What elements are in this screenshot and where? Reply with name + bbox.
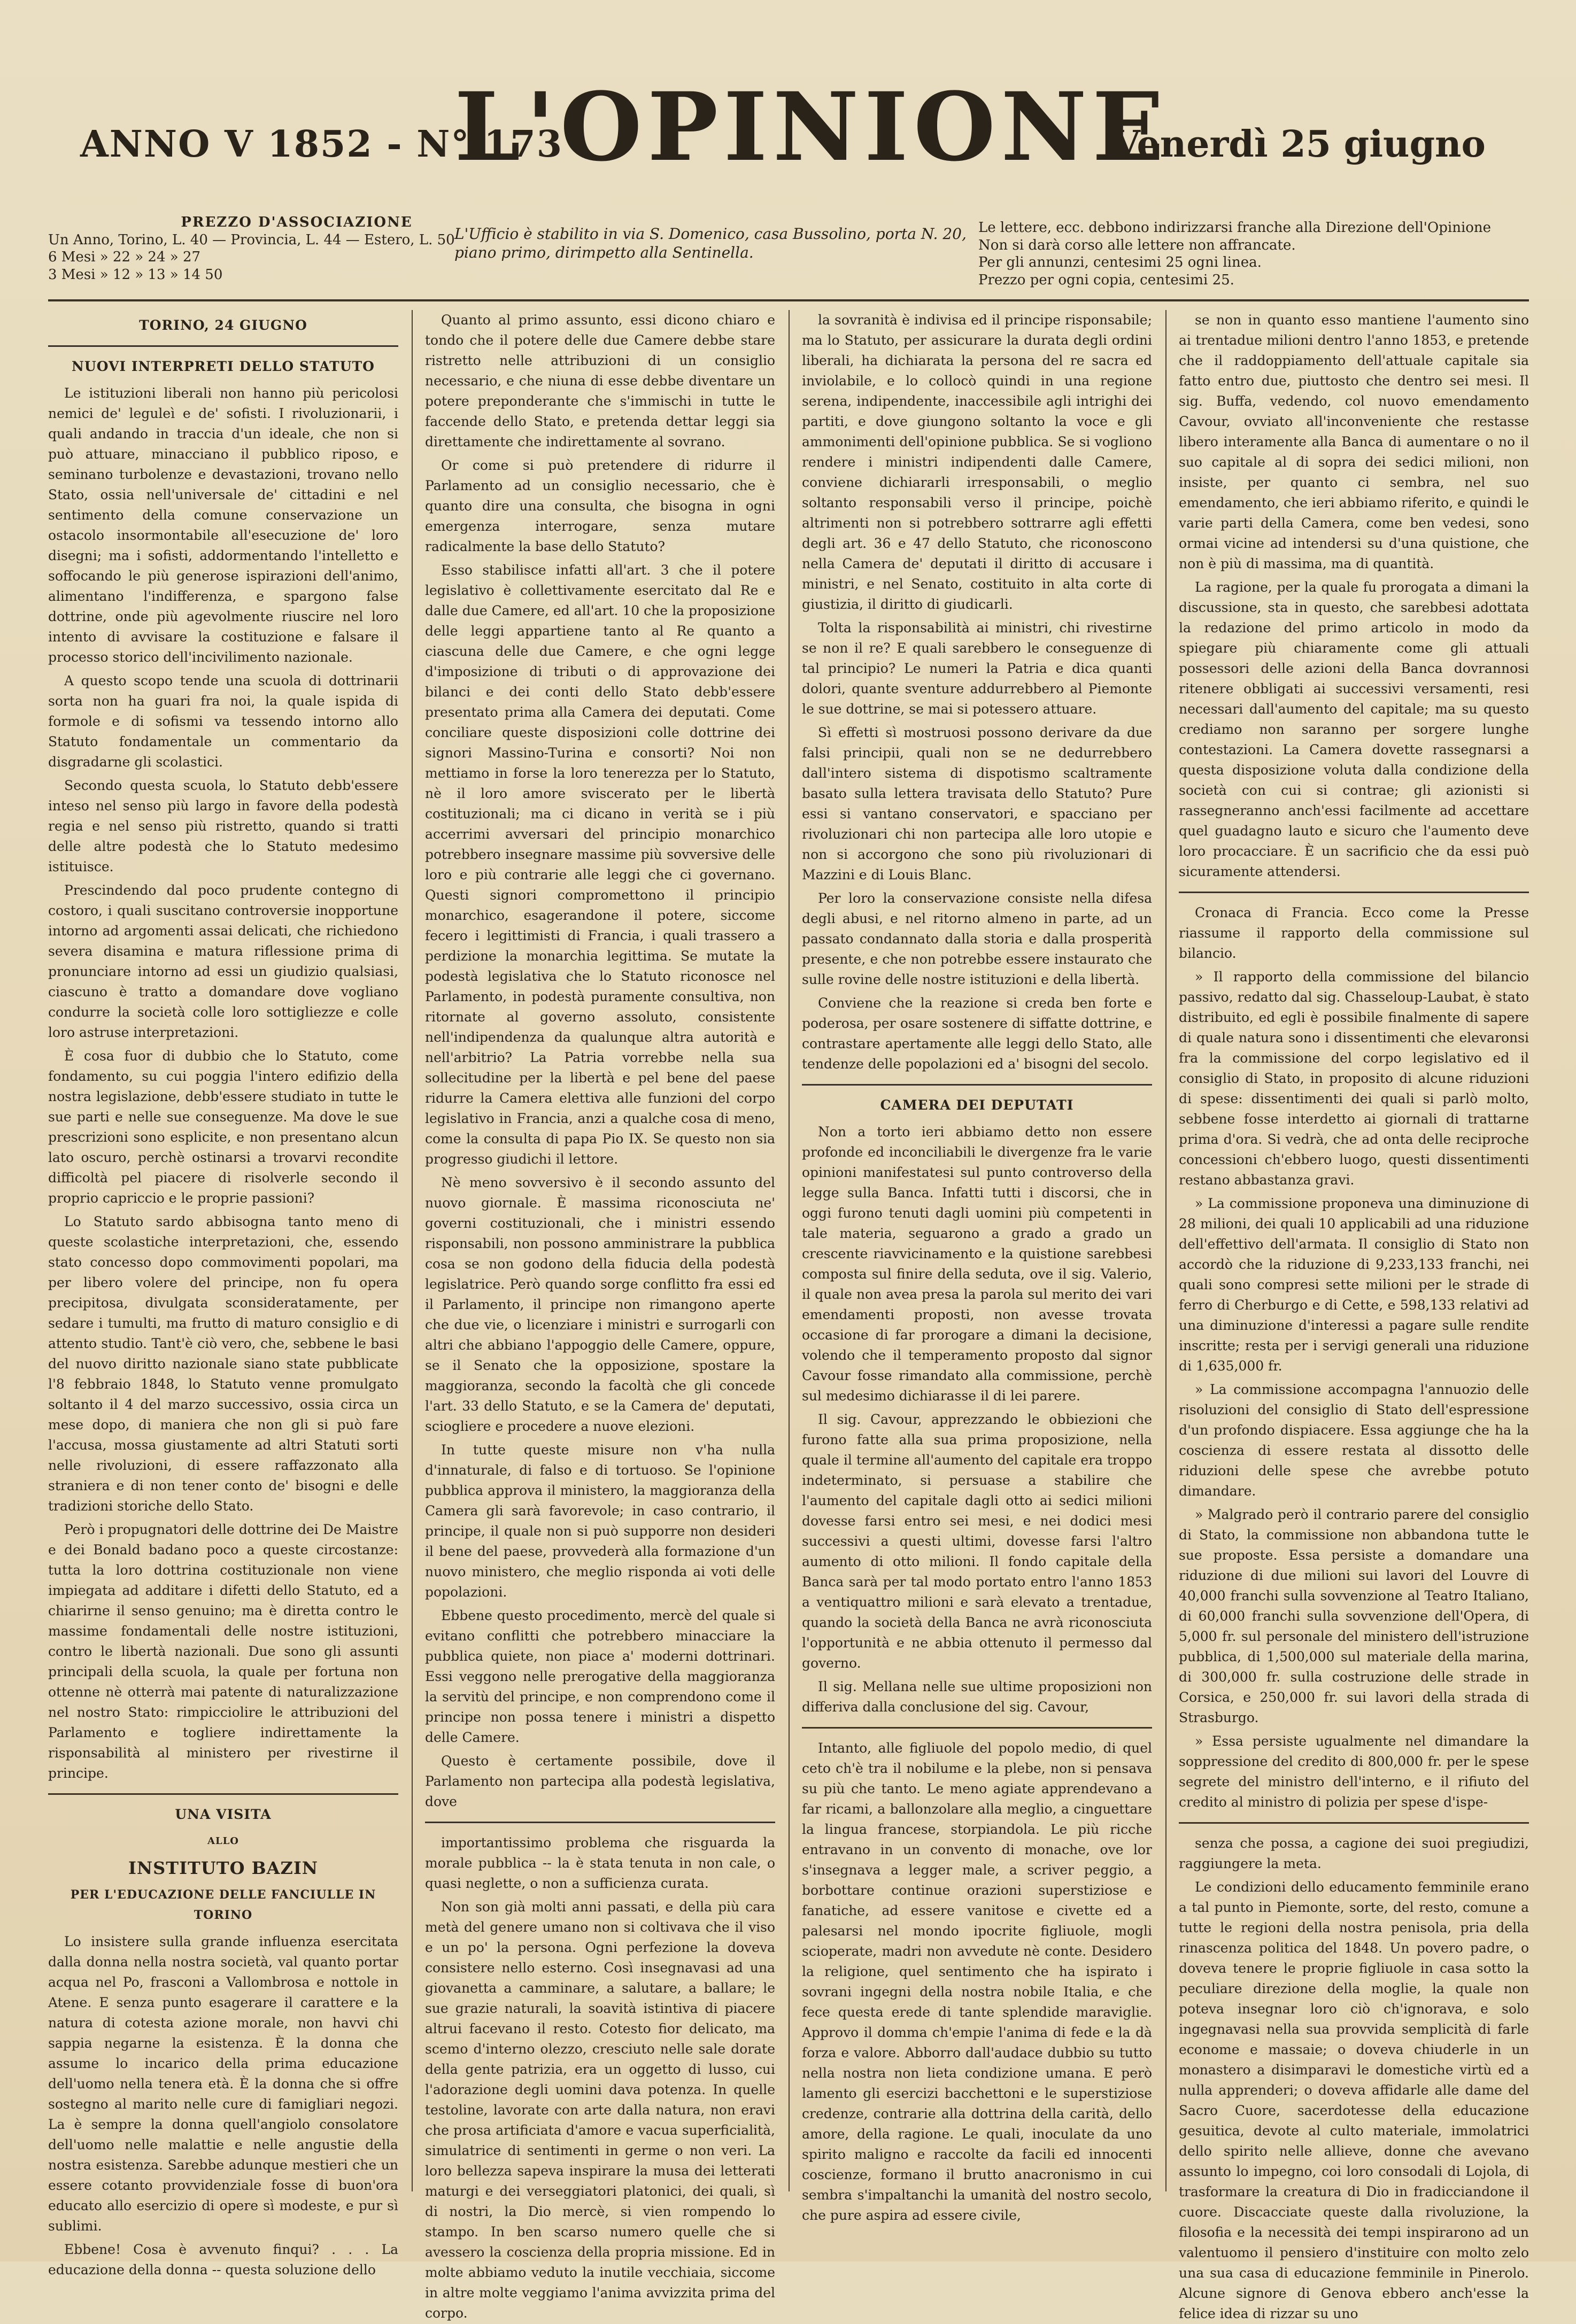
divider <box>425 1822 775 1823</box>
paragraph: Però i propugnatori delle dottrine dei De Maistre e dei Bonald badano poco a queste circostanze: tutta la loro dottrina costituzionale non viene impiegata ad additare i difetti dello Statuto, ed a chiarirne il senso genuino; ma è diretta contro le massime fondamentali delle nostre istituzioni, contro le libertà nazionali. Due sono gli assunti principali della scuola, la quale per fortuna non ottenne nè otterrà mai patente di naturalizzazione nel nostro Stato: rimpicciolire le attribuzioni del Parlamento e togliere indirettamente la risponsabilità al ministero per rivestirne il principe. <box>48 1522 398 1781</box>
subscription-info <box>48 214 1529 294</box>
article-columns <box>48 310 1529 2321</box>
divider <box>1179 1822 1529 1824</box>
feature-title-c: INSTITUTO BAZIN <box>128 1858 319 1878</box>
paragraph: Cronaca di Francia. Ecco come la Presse riassume il rapporto della commissione sul bilancio. <box>1179 905 1529 961</box>
paragraph: Tolta la risponsabilità ai ministri, chi rivestirne se non il re? E quali sarebbero le conseguenze di tal principio? Le numeri la Patria e dica quanti dolori, quante sventure addurrebbero al Piemonte le sue dottrine, se mai si potessero attuare. <box>802 620 1152 717</box>
paragraph: Il sig. Mellana nelle sue ultime proposizioni non differiva dalla conclusione del sig. Cavour, <box>802 1679 1152 1715</box>
paragraph: » Il rapporto della commissione del bilancio passivo, redatto dal sig. Chasseloup-Laubat, è stato distribuito, ed egli è possibile finalmente di sapere di quale natura sono i dissentimenti che elevaronsi fra la commissione del corpo legislativo ed il consiglio di Stato, in proposito di alcune riduzioni di spese: dissentimenti dei quali si parlò molto, sebbene fosse interdetto ai giornali di trattarne prima d'ora. Si vedrà, che ad onta delle reciproche concessioni ch'ebbero luogo, questi dissentimenti restano abbastanza gravi. <box>1179 969 1529 1188</box>
price-row-6m: 6 Mesi » 22 » 24 » 27 <box>48 249 201 265</box>
paragraph: Esso stabilisce infatti all'art. 3 che il potere legislativo è collettivamente esercitato dal Re e dalle due Camere, ed all'art. 10 che la proposizione delle leggi appartiene tanto al Re quanto a ciascuna delle due Camere, e che ogni legge d'imposizione di tributi o di approvazione dei bilanci e dei conti dello Stato debb'essere presentato prima alla Camera dei deputati. Come conciliare queste disposizioni colle dottrine dei signori Massino-Turina e consorti? Noi non mettiamo in forse la loro tenerezza per lo Statuto, nè il loro amore sviscerato per le libertà costituzionali; ma ci dicano in verità se i più accerrimi avversari del principio monarchico potrebbero insegnare massime più sovversive delle loro e più contrarie alle leggi che ci governano. Questi signori compromettono il principio monarchico, esagerandone il potere, siccome fecero i legittimisti di Francia, i quali trassero a perdizione la monarchia legittima. Se mutate la podestà legislativa che lo Statuto riconosce nel Parlamento, in podestà puramente consultiva, non ritornate al governo assoluto, consistente nell'indipendenza da qualunque altra autorità e nell'arbitrio? La Patria vorrebbe nella sua sollecitudine per la libertà e pel bene del paese ridurre la Camera elettiva alle funzioni del corpo legislativo in Francia, anzi a qualche cosa di meno, come la consulta di papa Pio IX. Se questo non sia progresso giudichi il lettore. <box>425 562 775 1167</box>
paragraph: Conviene che la reazione si creda ben forte e poderosa, per osare sostenere di siffatte dottrine, e contrastare apertamente alle leggi dello Stato, alle tendenze delle popolazioni ed a' bisogni del secolo. <box>802 995 1152 1072</box>
paragraph: Lo Statuto sardo abbisogna tanto meno di queste scolastiche interpretazioni, che, essendo stato concesso dopo commovimenti popolari, ma per libero volere del principe, non fu opera precipitosa, divulgata sconsideratamente, per sedare i tumulti, ma frutto di maturo consiglio e di attento studio. Tant'è ciò vero, che, sebbene le basi del nuovo diritto nazionale siano state pubblicate l'8 febbraio 1848, lo Statuto venne promulgato soltanto il 4 del marzo successivo, ossia circa un mese dopo, di maniera che non gli si può fare l'accusa, mossa giustamente ad altri Statuti sorti nelle rivoluzioni, di essere raffazzonato alla straniera e di non tener conto de' bisogni e delle tradizioni storiche dello Stato. <box>48 1214 398 1514</box>
paragraph: Non a torto ieri abbiamo detto non essere profonde ed inconciliabili le divergenze fra le varie opinioni manifestatesi sul punto controverso della legge sulla Banca. Infatti tutti i discorsi, che in oggi furono tenuti dagli uomini più competenti in tale materia, seguarono a grado a grado un crescente riavvicinamento e la quistione sarebbesi composta sul finire della seduta, ove il sig. Valerio, il quale non avea presa la parola sul merito dei vari emendamenti proposti, non avesse trovata occasione di far prorogare a dimani la decisione, volendo che il temperamento proposto dal signor Cavour fosse rimandato alla commissione, perchè sul medesimo dichiarasse il di lei parere. <box>802 1124 1152 1404</box>
paragraph: È cosa fuor di dubbio che lo Statuto, come fondamento, su cui poggia l'intero edifizio della nostra legislazione, debb'essere studiato in tutte le sue parti e nelle sue conseguenze. Ma dove le sue prescrizioni sono esplicite, e non presentano alcun lato oscuro, perchè ostinarsi a trovarvi recondite difficoltà pel piacere di risolverle secondo il proprio capriccio e le proprie passioni? <box>48 1048 398 1206</box>
paragraph: A questo scopo tende una scuola di dottrinarii sorta non ha guari fra noi, la quale ispida di formole e di sofismi va tessendo intorno allo Statuto fondamentale un commentario da disgradarne gli scolastici. <box>48 673 398 770</box>
divider <box>1179 892 1529 893</box>
paragraph: Il sig. Cavour, apprezzando le obbiezioni che furono fatte alla sua prima proposizione, nella quale il termine all'aumento del capitale era troppo indeterminato, si persuase a stabilire che l'aumento del capitale dagli otto ai sedici milioni dovesse farsi entro sei mesi, e nei dodici mesi successivi a questi ultimi, dovesse farsi l'altro aumento di otto milioni. Il fondo capitale della Banca sarà per tal modo portato entro l'anno 1853 a ventiquattro milioni e sarà elevato a trentadue, quando la società della Banca ne avrà riconosciuta l'opportunità e ne abbia ottenuto il permesso dal governo. <box>802 1412 1152 1671</box>
paragraph: » Malgrado però il contrario parere del consiglio di Stato, la commissione non abbandona tutte le sue proposte. Essa persiste a domandare una riduzione di due milioni sui lavori del Louvre di 40,000 franchi sulla sovvenzione al Teatro Italiano, di 60,000 franchi sulla sovvenzione dell'Opera, di 5,000 fr. sul personale del ministero dell'istruzione pubblica, di 1,500,000 sul materiale della marina, di 300,000 fr. sulla costruzione delle strade in Corsica, e 250,000 fr. sui lavori della strada di Strasburgo. <box>1179 1507 1529 1725</box>
paragraph: » Essa persiste ugualmente nel dimandare la soppressione del credito di 800,000 fr. per le spese segrete del ministro dell'interno, e il rifiuto del credito al ministro di polizia per spese d'ispe- <box>1179 1733 1529 1810</box>
paragraph: Ebbene! Cosa è avvenuto finqui? . . . La educazione della donna -- questa soluzione dello <box>48 2242 398 2277</box>
newspaper-title: L'OPINIONE <box>454 72 1170 182</box>
column-2 <box>425 310 775 2321</box>
article-title: NUOVI INTERPRETI DELLO STATUTO <box>72 359 375 374</box>
feature-title-a: UNA VISITA <box>175 1807 272 1822</box>
divider <box>48 345 398 347</box>
header-rule <box>48 299 1529 301</box>
paragraph: Questo è certamente possibile, dove il Parlamento non partecipa alla podestà legislativa, dove <box>425 1753 775 1809</box>
column-rule <box>1165 310 1166 2191</box>
paragraph: » La commissione accompagna l'annuozio delle risoluzioni del consiglio di Stato dell'espressione d'un profondo dispiacere. Essa aggiunge che ha la coscienza di essere restata al dissotto delle riduzioni delle spese che avrebbe potuto dimandare. <box>1179 1382 1529 1499</box>
column-3 <box>802 310 1152 2223</box>
column-rule <box>789 310 790 2191</box>
rule-2: Non si darà corso alle lettere non affrancate. <box>978 237 1296 253</box>
paragraph: » La commissione proponeva una diminuzione di 28 milioni, dei quali 10 applicabili ad una riduzione dell'effettivo dell'armata. Il consiglio di Stato non accordò che la riduzione di 9,233,133 franchi, nei quali sono compresi sette milioni per le strade di ferro di Cherburgo e di Cette, e 598,133 relativi ad una diminuzione d'interessi a pagare sulle rendite inscritte; resta per i servigi generali una riduzione di 1,635,000 fr. <box>1179 1196 1529 1374</box>
paragraph: se non in quanto esso mantiene l'aumento sino ai trentadue milioni dentro l'anno 1853, e pretende che il raddoppiamento dell'attuale capitale sia fatto entro due, piuttosto che dentro sei mesi. Il sig. Buffa, vedendo, col nuovo emendamento Cavour, ovviato all'inconveniente che restasse libero interamente alla Banca di aumentare o no il suo capitale al di sopra dei sedici milioni, non insiste, per quanto ci sembra, nel suo emendamento, che ieri abbiamo riferito, e quindi le varie parti della Camera, come ben vedesi, sono ormai vicine ad intendersi su d'una quistione, che non è più di massima, ma di quantità. <box>1179 312 1529 571</box>
column-4 <box>1179 310 1529 2321</box>
paragraph: Quanto al primo assunto, essi dicono chiaro e tondo che il potere delle due Camere debbe stare ristretto nelle attribuzioni di un consiglio necessario, e che niuna di esse debbe diventare un potere preponderante che s'immischi in tutte le faccende dello Stato, e pretenda dettar leggi sia direttamente che indirettamente al sovrano. <box>425 312 775 450</box>
divider <box>802 1084 1152 1086</box>
rule-4: Prezzo per ogni copia, centesimi 25. <box>978 272 1234 288</box>
divider <box>48 1793 398 1795</box>
paragraph: Prescindendo dal poco prudente contegno di costoro, i quali suscitano controversie inopportune intorno ad argomenti assai delicati, che richiedono severa disamina e matura riflessione prima di pronunciare intorno ad essi un giudizio qualsiasi, ciascuno è tratto a domandare dove vogliano condurre la società colle loro sottigliezze e colle loro astruse interpretazioni. <box>48 882 398 1040</box>
paragraph: Sì effetti sì mostruosi possono derivare da due falsi principii, quali non se ne dedurrebbero dall'intero sistema di dispotismo scaltramente basato sulla lettera travisata dello Statuto? Pure essi si vantano conservatori, e spacciano per rivoluzionari chi non partecipa alle loro utopie e non si accorgono che sono più rivoluzionari di Mazzini e di Louis Blanc. <box>802 725 1152 882</box>
paragraph: Per loro la conservazione consiste nella difesa degli abusi, e nel ritorno almeno in parte, ad un passato condannato dalla storia e dalla prosperità presente, e che non potrebbe essere instaurato che sulle rovine delle nostre istituzioni e della libertà. <box>802 890 1152 987</box>
rule-1: Le lettere, ecc. debbono indirizzarsi franche alla Direzione dell'Opinione <box>978 220 1492 236</box>
section-title: CAMERA DEI DEPUTATI <box>880 1097 1074 1113</box>
column-rule <box>412 310 413 2191</box>
paragraph: Intanto, alle figliuole del popolo medio, di quel ceto ch'è tra il nobilume e la plebe, non si pensava su più che tanto. Le meno agiate apprendevano a far ricami, a ballonzolare alla meglio, a cinguettare la lingua francese, storpiandola. Le più ricche entravano in un convento di monache, ove lor s'insegnava a legger male, a scriver peggio, a borbottare continue orazioni superstiziose e fanatiche, ad essere vanitose e civette ed a palesarsi nel mondo ipocrite figliuole, mogli scioperate, madri non avvedute nè conte. Desidero la religione, quel sentimento che ha ispirato i sovrani ingegni della nostra nobile Italia, e che fece questa erede di tante splendide maraviglie. Approvo il domma ch'empie l'anima di fede e la dà forza e valore. Abborro dall'audace dubbio su tutto nella nostra non lieta condizione umana. E però lamento gli esercizi bacchettoni e le superstiziose credenze, contrarie alla dottrina della carità, dello amore, della ragione. Le quali, inoculate da uno spirito maligno e raccolte da facili ed innocenti coscienze, formano il brutto anacronismo in cui sembra s'impaltanchi la umanità del nostro secolo, che pure aspira ad essere civile, <box>802 1740 1152 2223</box>
paragraph: In tutte queste misure non v'ha nulla d'innaturale, di falso e di tortuoso. Se l'opinione pubblica approva il ministero, la maggioranza della Camera gli sarà favorevole; in caso contrario, il principe, il quale non si può supporre non desideri il bene del paese, provvederà alla formazione d'un nuovo ministero, che meglio risponda ai voti delle popolazioni. <box>425 1442 775 1600</box>
feature-subtitle: PER L'EDUCAZIONE DELLE FANCIULLE IN TORINO <box>70 1888 376 1922</box>
issue-date: Venerdì 25 giugno <box>1112 123 1486 166</box>
paragraph: La ragione, per la quale fu prorogata a dimani la discussione, sta in questo, che sarebbesi adottata la redazione del primo articolo in modo da spiegare più chiaramente come gli attuali possessori delle azioni della Banca dovrannosi ritenere obbligati ai successivi versamenti, resi necessari dall'aumento del capitale; ma su questo crediamo non saranno per sorgere lunghe contestazioni. La Camera dovette rassegnarsi a questa disposizione voluta dalla condizione della società con cui si contrae; gli azionisti si rassegneranno anch'essi facilmente ad accettare quel guadagno lauto e sicuro che l'aumento deve loro procacciare. È un sacrificio che da essi può sicuramente attendersi. <box>1179 579 1529 879</box>
paragraph: Or come si può pretendere di ridurre il Parlamento ad un consiglio necessario, che è quanto dire una consulta, che bisogna in ogni emergenza interrogare, senza mutare radicalmente la base dello Statuto? <box>425 458 775 554</box>
notice-rules <box>978 219 1529 289</box>
paragraph: Non son già molti anni passati, e della più cara metà del genere umano non si coltivava che il viso e un po' la persona. Ogni perfezione la doveva consistere nello esterno. Così insegnavasi ad una giovanetta a camminare, a salutare, a ballare; le sue grazie naturali, la soavità istintiva di piacere altrui facevano il resto. Cotesto fior delicato, ma scemo d'interno olezzo, cresciuto nelle sale dorate della gente patrizia, era un oggetto di lusso, cui l'adorazione degli uomini dava potenza. In quelle testoline, lavorate con arte dalla natura, non eravi che prosa artificiata d'amore e vacua superficialità, simulatrice di sentimenti in germe o non veri. La loro bellezza sapeva inspirare la musa dei letterati maturgi e dei verseggiatori platonici, dei quali, sì di nostri, la Dio mercè, si vien rompendo lo stampo. In ben scarso numero quelle che si avessero la coscienza della propria missione. Ed in molte abbiamo veduto la inutile vecchiaia, siccome in altre molte veggiamo l'anima avvizzita prima del corpo. <box>425 1899 775 2321</box>
office-address: L'Ufficio è stabilito in via S. Domenico, casa Bussolino, porta N. 20, piano primo, dirimpetto alla Sentinella. <box>454 225 967 261</box>
price-row-year: Un Anno, Torino, L. 40 — Provincia, L. 44 — Estero, L. 50 <box>48 231 455 248</box>
paragraph: la sovranità è indivisa ed il principe risponsabile; ma lo Statuto, per assicurare la durata degli ordini liberali, ha dichiarata la persona del re sacra ed inviolabile, e lo collocò quindi in una regione serena, indipendente, inaccessibile agli intrighi dei partiti, e dove giungono soltanto la voce e gli ammonimenti dell'opinione pubblica. Se si vogliono rendere i ministri indipendenti dalle Camere, conviene dichiararli irresponsabili, o meglio soltanto responsabili verso il principe, poichè altrimenti non si potrebbero sottrarre agli effetti degli art. 36 e 47 dello Statuto, che riconoscono nella Camera de' deputati il diritto di accusare i ministri, e nel Senato, costituito in alta corte di giustizia, il diritto di giudicarli. <box>802 312 1152 612</box>
paragraph: Lo insistere sulla grande influenza esercitata dalla donna nella nostra società, val quanto portar acqua nel Po, frasconi a Vallombrosa e nottole in Atene. E senza punto esagerare il carattere e la natura di cotesta azione morale, non havvi chi sappia negarne la esistenza. È la donna che assume lo incarico della prima educazione dell'uomo nella tenera età. È la donna che si offre sostegno al marito nelle cure di famigliari negozi. La è sempre la donna quell'angiolo consolatore dell'uomo nelle malattie e nelle angustie della nostra esistenza. Sarebbe adunque mestieri che un essere cotanto provvidenziale fosse di buon'ora educato allo esercizio di opere sì modeste, e pur sì sublimi. <box>48 1934 398 2234</box>
paragraph: Le istituzioni liberali non hanno più pericolosi nemici de' leguleì e de' sofisti. I rivoluzionarii, i quali andando in traccia d'un ideale, che non si può attuare, minacciano il pubblico riposo, e seminano turbolenze e devastazioni, trovano nello Stato, ossia nell'universale de' cittadini e nel sentimento della comune conservazione un ostacolo insormontabile all'esecuzione de' loro disegni; ma i sofisti, addormentando l'intelletto e soffocando le più generose ispirazioni dell'animo, alimentano l'indifferenza, e spargono false dottrine, onde più agevolmente riuscire nel loro intento di avvisare la costituzione e falsare il processo storico dell'incivilimento nazionale. <box>48 385 398 665</box>
paragraph: importantissimo problema che risguarda la morale pubblica -- la è stata tenuta in non cale, o quasi neglette, o non a sufficienza curata. <box>425 1835 775 1891</box>
paragraph: Nè meno sovversivo è il secondo assunto del nuovo giornale. È massima riconosciuta ne' governi costituzionali, che i ministri essendo risponsabili, non possono amministrare la pubblica cosa se non godono della fiducia della podestà legislatrice. Però quando sorge conflitto fra essi ed il Parlamento, il principe non rimangono aperte che due vie, o licenziare i ministri e surrogarli con altri che abbiano l'appoggio delle Camere, oppure, se il Senato che la opposizione, spostare la maggioranza, secondo la facoltà che gli concede l'art. 33 dello Statuto, e se la Camera de' deputati, sciogliere e procedere a nuove elezioni. <box>425 1175 775 1434</box>
feature-title-b: ALLO <box>207 1835 239 1847</box>
dateline: TORINO, 24 GIUGNO <box>139 317 307 333</box>
paragraph: senza che possa, a cagione dei suoi pregiudizi, raggiungere la meta. <box>1179 1835 1529 1871</box>
divider <box>802 1727 1152 1729</box>
price-row-3m: 3 Mesi » 12 » 13 » 14 50 <box>48 266 223 283</box>
paragraph: Le condizioni dello educamento femminile erano a tal punto in Piemonte, sorte, del resto, comune a tutte le regioni della nostra penisola, pria della rinascenza politica del 1848. Un povero padre, o doveva tenere le proprie figliuole in casa sotto la peculiare direzione della moglie, la quale non poteva insegnar loro ciò ch'ignorava, e solo ingegnavasi nella sua provvida semplicità di farle econome e massaie; o doveva chiuderle in un monastero a disimparavi le domestiche virtù ed a nulla apprenderi; o doveva affidarle alle dame del Sacro Cuore, sacerdotesse della educazione gesuitica, devote al culto materiale, immolatrici dello spirito nelle allieve, donne che avevano assunto lo impegno, coi loro consodali di Lojola, di trasformare la creatura di Dio in fradicciandone il cuore. Discacciate queste dalla rivoluzione, la filosofia e la necessità dei tempi inspirarono ad un valentuomo il pensiero d'instituire con molto zelo una sua casa di educazione femminile in Pinerolo. Alcune signore di Genova ebbero anch'esse la felice idea di rizzar su uno <box>1179 1879 1529 2321</box>
paragraph: Ebbene questo procedimento, mercè del quale si evitano conflitti che potrebbero minacciare la pubblica quiete, non piace a' moderni dottrinari. Essi veggono nelle prerogative della maggioranza la servitù del principe, e non comprendono come il principe non possa tenere i ministri a dispetto delle Camere. <box>425 1608 775 1745</box>
rule-3: Per gli annunzi, centesimi 25 ogni linea. <box>978 254 1262 270</box>
issue-number: ANNO V 1852 - N° 173 <box>80 123 563 166</box>
paragraph: Secondo questa scuola, lo Statuto debb'essere inteso nel senso più largo in favore della podestà regia e nel senso più ristretto, quando si tratti delle altre podestà che lo Statuto medesimo istituisce. <box>48 778 398 874</box>
masthead <box>48 72 1529 192</box>
price-title: PREZZO D'ASSOCIAZIONE <box>181 214 413 230</box>
column-1 <box>48 310 398 2277</box>
